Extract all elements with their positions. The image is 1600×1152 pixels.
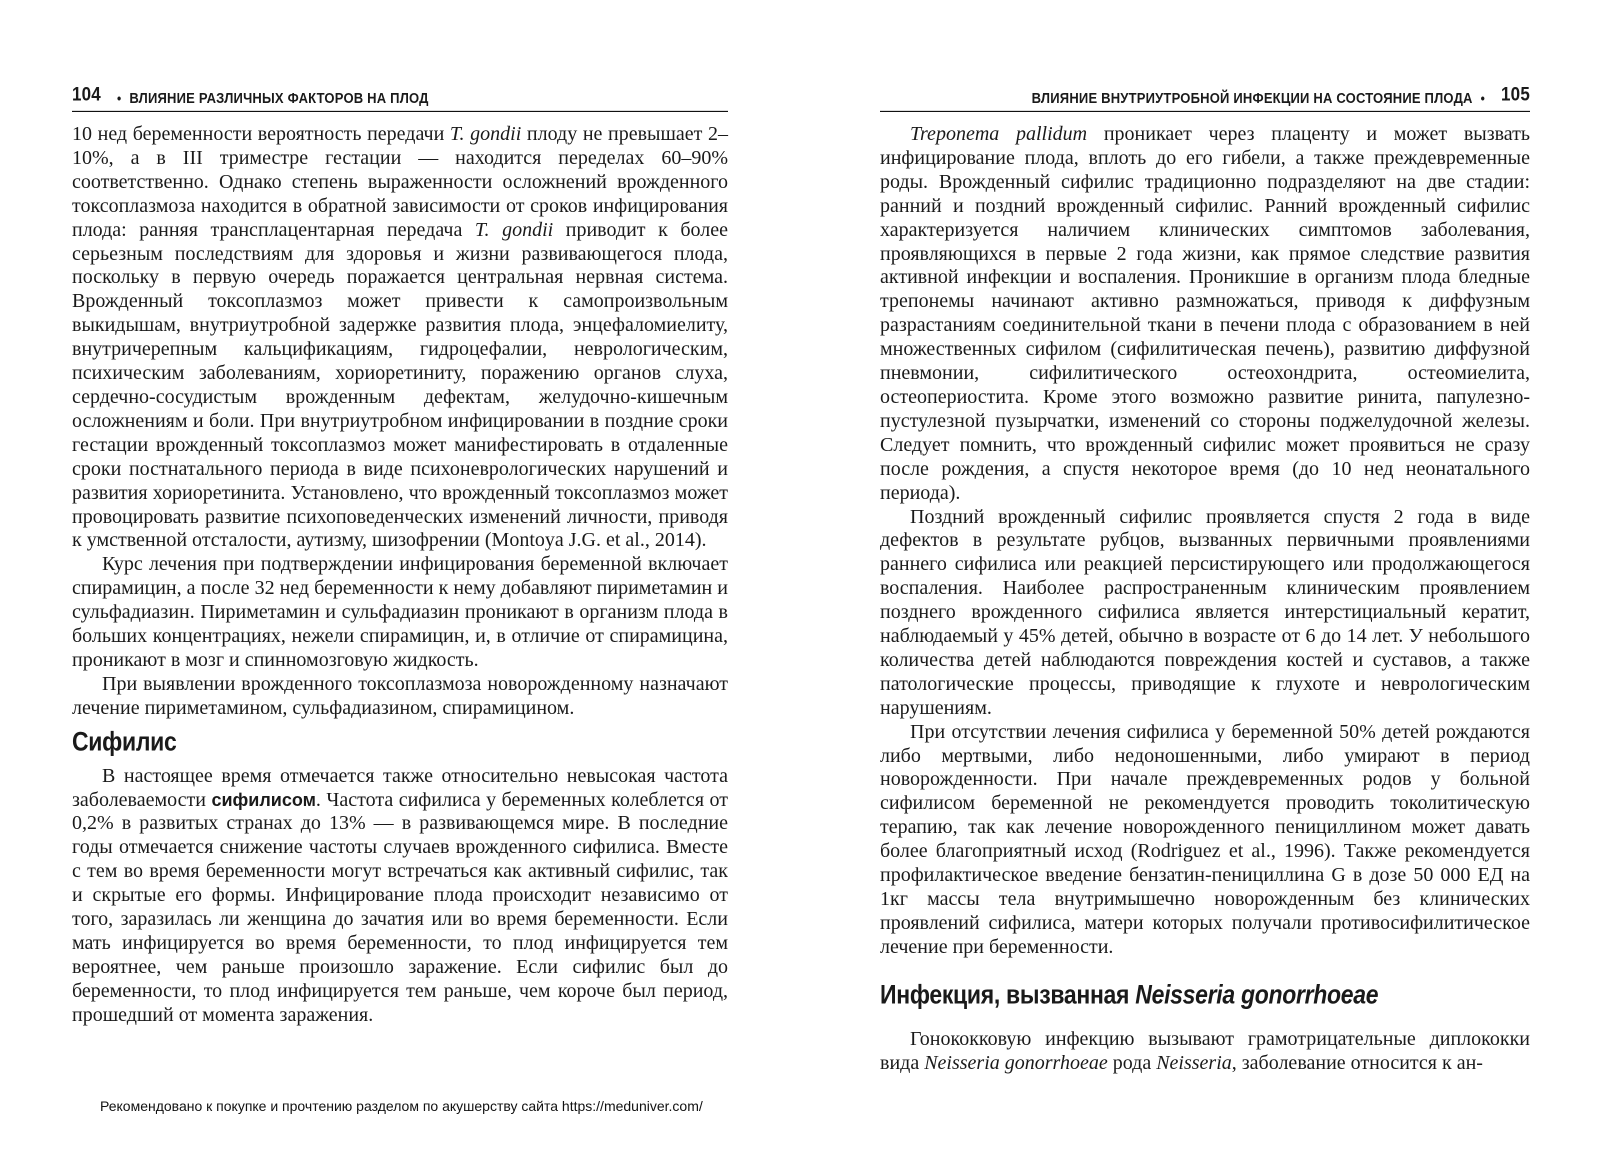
right-page-body (880, 123, 1530, 1076)
running-head-title: ВЛИЯНИЕ РАЗЛИЧНЫХ ФАКТОРОВ НА ПЛОД (129, 89, 429, 107)
paragraph: Поздний врожденный сифилис проявляется спустя 2 года в виде дефектов в результате рубцов, вызванных первичными проявлениями раннего сифилиса или реакцией персистирующего или продолжающегося воспаления. Наиболее распространенным клиническим проявлением позднего врожденного сифилиса является интерстициальный кератит, наблюдаемый у 45% детей, обычно в возрасте от 6 до 14 лет. У небольшого количества детей наблюдаются повреждения костей и суставов, а также патологические процессы, приводящие к глухоте и неврологическим нарушениям. (880, 505, 1530, 719)
running-head-title: ВЛИЯНИЕ ВНУТРИУТРОБНОЙ ИНФЕКЦИИ НА СОСТОЯНИЕ ПЛОДА (1031, 89, 1473, 107)
right-page (880, 0, 1530, 1152)
paragraph: 10 нед беременности вероятность передачи T. gondii плоду не превышает 2–10%, а в III триместре гестации — находится переделах 60–90% соответственно. Однако степень выраженности осложнений врожденного токсоплазмоза находится в обратной зависимости от сроков инфицирования плода: ранняя трансплацентарная передача T. gondii приводит к более серьезным последствиям для здоровья и жизни развивающегося плода, поскольку в первую очередь поражается центральная нервная система. Врожденный токсоплазмоз может привести к самопроизвольным выкидышам, внутриутробной задержке развития плода, энцефаломиелиту, внутричерепным кальцификациям, гидроцефалии, неврологическим, психическим заболеваниям, хориоретиниту, поражению органов слуха, сердечно-сосудистым врожденным дефектам, желудочно-кишечным осложнениям и боли. При внутриутробном инфицировании в поздние сроки гестации врожденный токсоплазмоз может манифестировать в отдаленные сроки постнатального периода в виде психоневрологических нарушений и развития хориоретинита. Установлено, что врожденный токсоплазмоз может провоцировать развитие психоповеденческих изменений личности, приводя к умственной отсталости, аутизму, шизофрении (Montoya J.G. et al., 2014). (72, 123, 728, 552)
paragraph: Treponema pallidum проникает через плаценту и может вызвать инфицирование плода, вплоть до его гибели, а также преждевременные роды. Врожденный сифилис традиционно подразделяют на две стадии: ранний и поздний врожденный сифилис. Ранний врожденный сифилис характеризуется наличием клинических симптомов заболевания, проявляющихся в первые 2 года жизни, как прямое следствие развития активной инфекции и воспаления. Проникшие в организм плода бледные трепонемы начинают активно размножаться, приводя к диффузным разрастаниям соединительной ткани в печени плода с образованием в ней множественных сифилом (сифилитическая печень), развитию диффузной пневмонии, сифилитического остеохондрита, остеомиелита, остеопериостита. Кроме этого возможно развитие ринита, папулезно-пустулезной пузырчатки, изменений со стороны поджелудочной железы. Следует помнить, что врожденный сифилис может проявиться не сразу после рождения, а спустя некоторое время (до 10 нед неонатального периода). (880, 123, 1530, 504)
paragraph: При отсутствии лечения сифилиса у беременной 50% детей рождаются либо мертвыми, либо недоношенными, либо умирают в период новорожденности. При начале преждевременных родов у больной сифилисом беременной не рекомендуется проводить токолитическую терапию, так как лечение новорожденного пенициллином может давать более благоприятный исход (Rodriguez et al., 1996). Также рекомендуется профилактическое введение бензатин-пенициллина G в дозе 50 000 ЕД на 1кг массы тела внутримышечно новорожденным без клинических проявлений сифилиса, матери которых получали противосифилитическое лечение при беременности. (880, 720, 1530, 958)
section-heading: Сифилис (72, 725, 177, 756)
page-number: 104 (72, 83, 101, 106)
paragraph: Курс лечения при подтверждении инфицирования беременной включает спирамицин, а после 32 нед беременности к нему добавляют пириметамин и сульфадиазин. Пириметамин и сульфадиазин проникают в организм плода в больших концентрациях, нежели спирамицин, и, в отличие от спирамицина, проникают в мозг и спинномозговую жидкость. (72, 553, 728, 671)
paragraph: Гонококковую инфекцию вызывают грамотрицательные диплококки вида Neisseria gonorrhoeae рода Neisseria, заболевание относится к ан- (880, 1027, 1530, 1074)
paragraph: В настоящее время отмечается также относительно невысокая частота заболеваемости сифилисом. Частота сифилиса у беременных колеблется от 0,2% в развитых странах до 13% — в развивающемся мире. В последние годы отмечается снижение частоты случаев врожденного сифилиса. Вместе с тем во время беременности могут встречаться как активный сифилис, так и скрытые его формы. Инфицирование плода происходит независимо от того, заразилась ли женщина до зачатия или во время беременности. Если мать инфицируется во время беременности, то плод инфицируется тем вероятнее, чем раньше произошло заражение. Если сифилис был до беременности, то плод инфицируется тем раньше, чем короче был период, прошедший от момента заражения. (72, 764, 728, 1026)
right-running-head (880, 84, 1530, 112)
left-running-head (72, 84, 728, 112)
header-bullet: • (1480, 90, 1486, 107)
left-page-body (72, 123, 728, 1028)
left-page (72, 0, 728, 1152)
footer-note: Рекомендовано к покупке и прочтению разделом по акушерству сайта https://meduniver.com/ (100, 1098, 703, 1114)
paragraph: При выявлении врожденного токсоплазмоза новорожденному назначают лечение пириметамином, сульфадиазином, спирамицином. (72, 672, 728, 719)
header-bullet: • (116, 90, 122, 107)
page-number: 105 (1501, 83, 1530, 106)
section-heading: Инфекция, вызванная Neisseria gonorrhoeae (880, 978, 1379, 1009)
